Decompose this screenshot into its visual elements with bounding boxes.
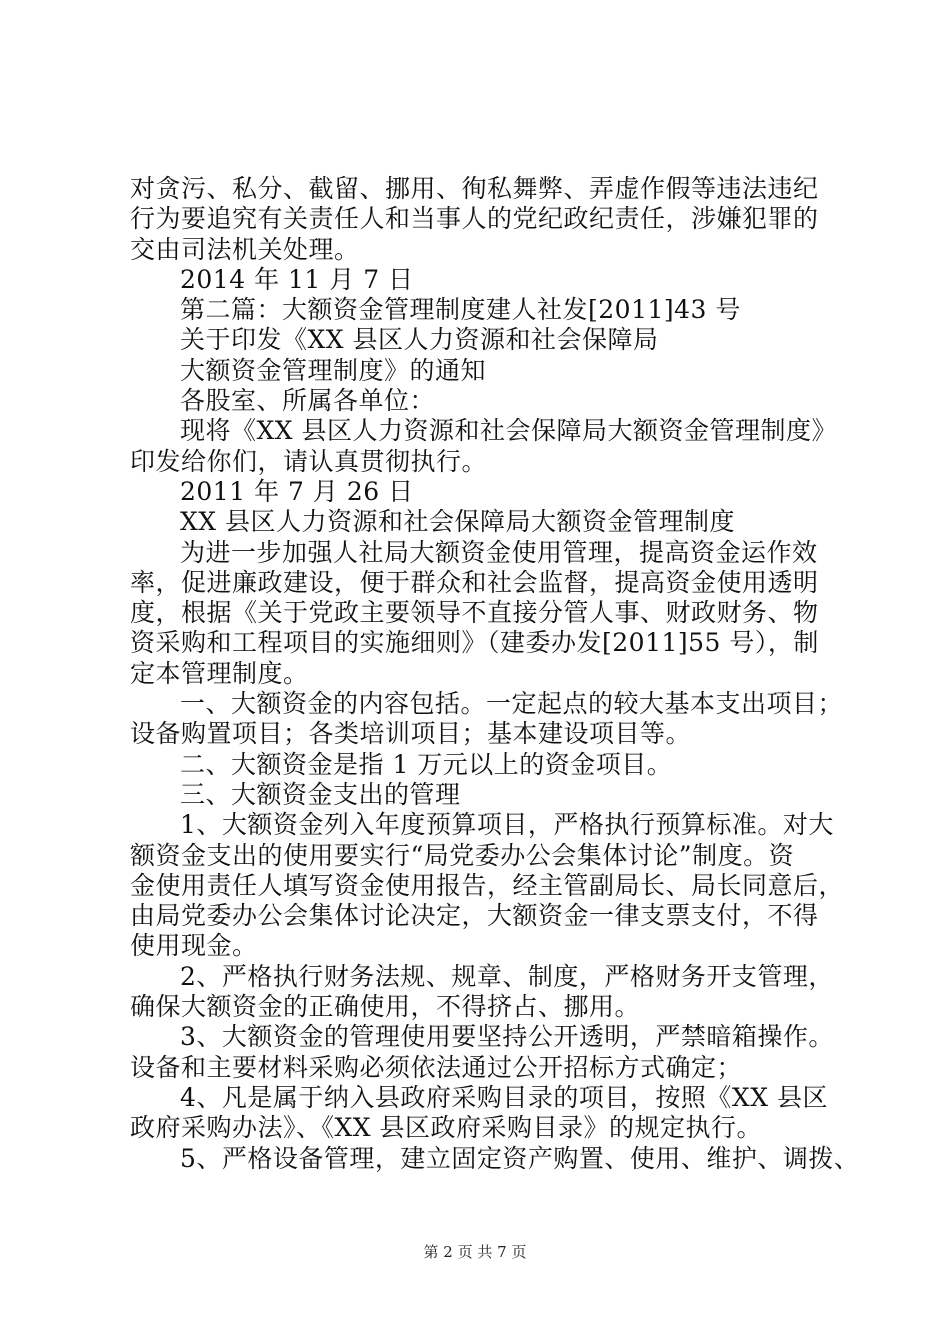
page-number-footer: 第 2 页 共 7 页 <box>423 1243 527 1261</box>
paragraph-item-2: 二、大额资金是指 1 万元以上的资金项目。 <box>180 749 673 779</box>
paragraph-sub-4: 4、凡是属于纳入县政府采购目录的项目，按照《XX 县区 政府采购办法》、《XX 县区政府采购目录》的规定执行。 <box>130 1082 828 1143</box>
paragraph-item-1: 一、大额资金的内容包括。一定起点的较大基本支出项目； 设备购置项目；各类培训项目；基本建设项目等。 <box>130 689 844 749</box>
document-body <box>130 174 860 1174</box>
paragraph-sub-1: 1、大额资金列入年度预算项目，严格执行预算标准。对大 额资金支出的使用要实行“局党委办公会集体讨论”制度。资 金使用责任人填写资金使用报告，经主管副局长、局长同意后， 由局党委办公会集体讨论决定，大额资金一律支票支付，不得 使用现金。 <box>130 810 845 961</box>
paragraph-notice: 现将《XX 县区人力资源和社会保障局大额资金管理制度》 印发给你们，请认真贯彻执行。 <box>130 416 838 476</box>
paragraph-item-3-heading: 三、大额资金支出的管理 <box>180 779 461 809</box>
date-line-2: 2011 年 7 月 26 日 <box>180 476 414 506</box>
paragraph-sub-3: 3、大额资金的管理使用要坚持公开透明，严禁暗箱操作。 设备和主要材料采购必须依法通过公开招标方式确定； <box>130 1022 834 1082</box>
paragraph-sub-5: 5、严格设备管理，建立固定资产购置、使用、维护、调拨、 <box>180 1143 860 1173</box>
paragraph-1: 对贪污、私分、截留、挪用、徇私舞弊、弄虚作假等违法违纪 行为要追究有关责任人和当事人的党纪政纪责任，涉嫌犯罪的 交由司法机关处理。 <box>130 174 819 264</box>
addressee: 各股室、所属各单位： <box>180 386 436 416</box>
notice-title-line-1: 关于印发《XX 县区人力资源和社会保障局 <box>180 325 659 355</box>
paragraph-intro: 为进一步加强人社局大额资金使用管理，提高资金运作效 率，促进廉政建设，便于群众和社会监督，提高资金使用透明 度，根据《关于党政主要领导不直接分管人事、财政财务、物 资采购和工程项目的实施细则》（建委办发[2011]55 号），制 定本管理制度。 <box>130 537 819 688</box>
paragraph-sub-2: 2、严格执行财务法规、规章、制度，严格财务开支管理， 确保大额资金的正确使用，不得挤占、挪用。 <box>130 961 834 1022</box>
notice-title-line-2: 大额资金管理制度》的通知 <box>180 355 487 385</box>
regulation-title: XX 县区人力资源和社会保障局大额资金管理制度 <box>180 507 736 537</box>
section-heading-2: 第二篇：大额资金管理制度建人社发[2011]43 号 <box>180 295 741 325</box>
date-line-1: 2014 年 11 月 7 日 <box>180 264 414 294</box>
